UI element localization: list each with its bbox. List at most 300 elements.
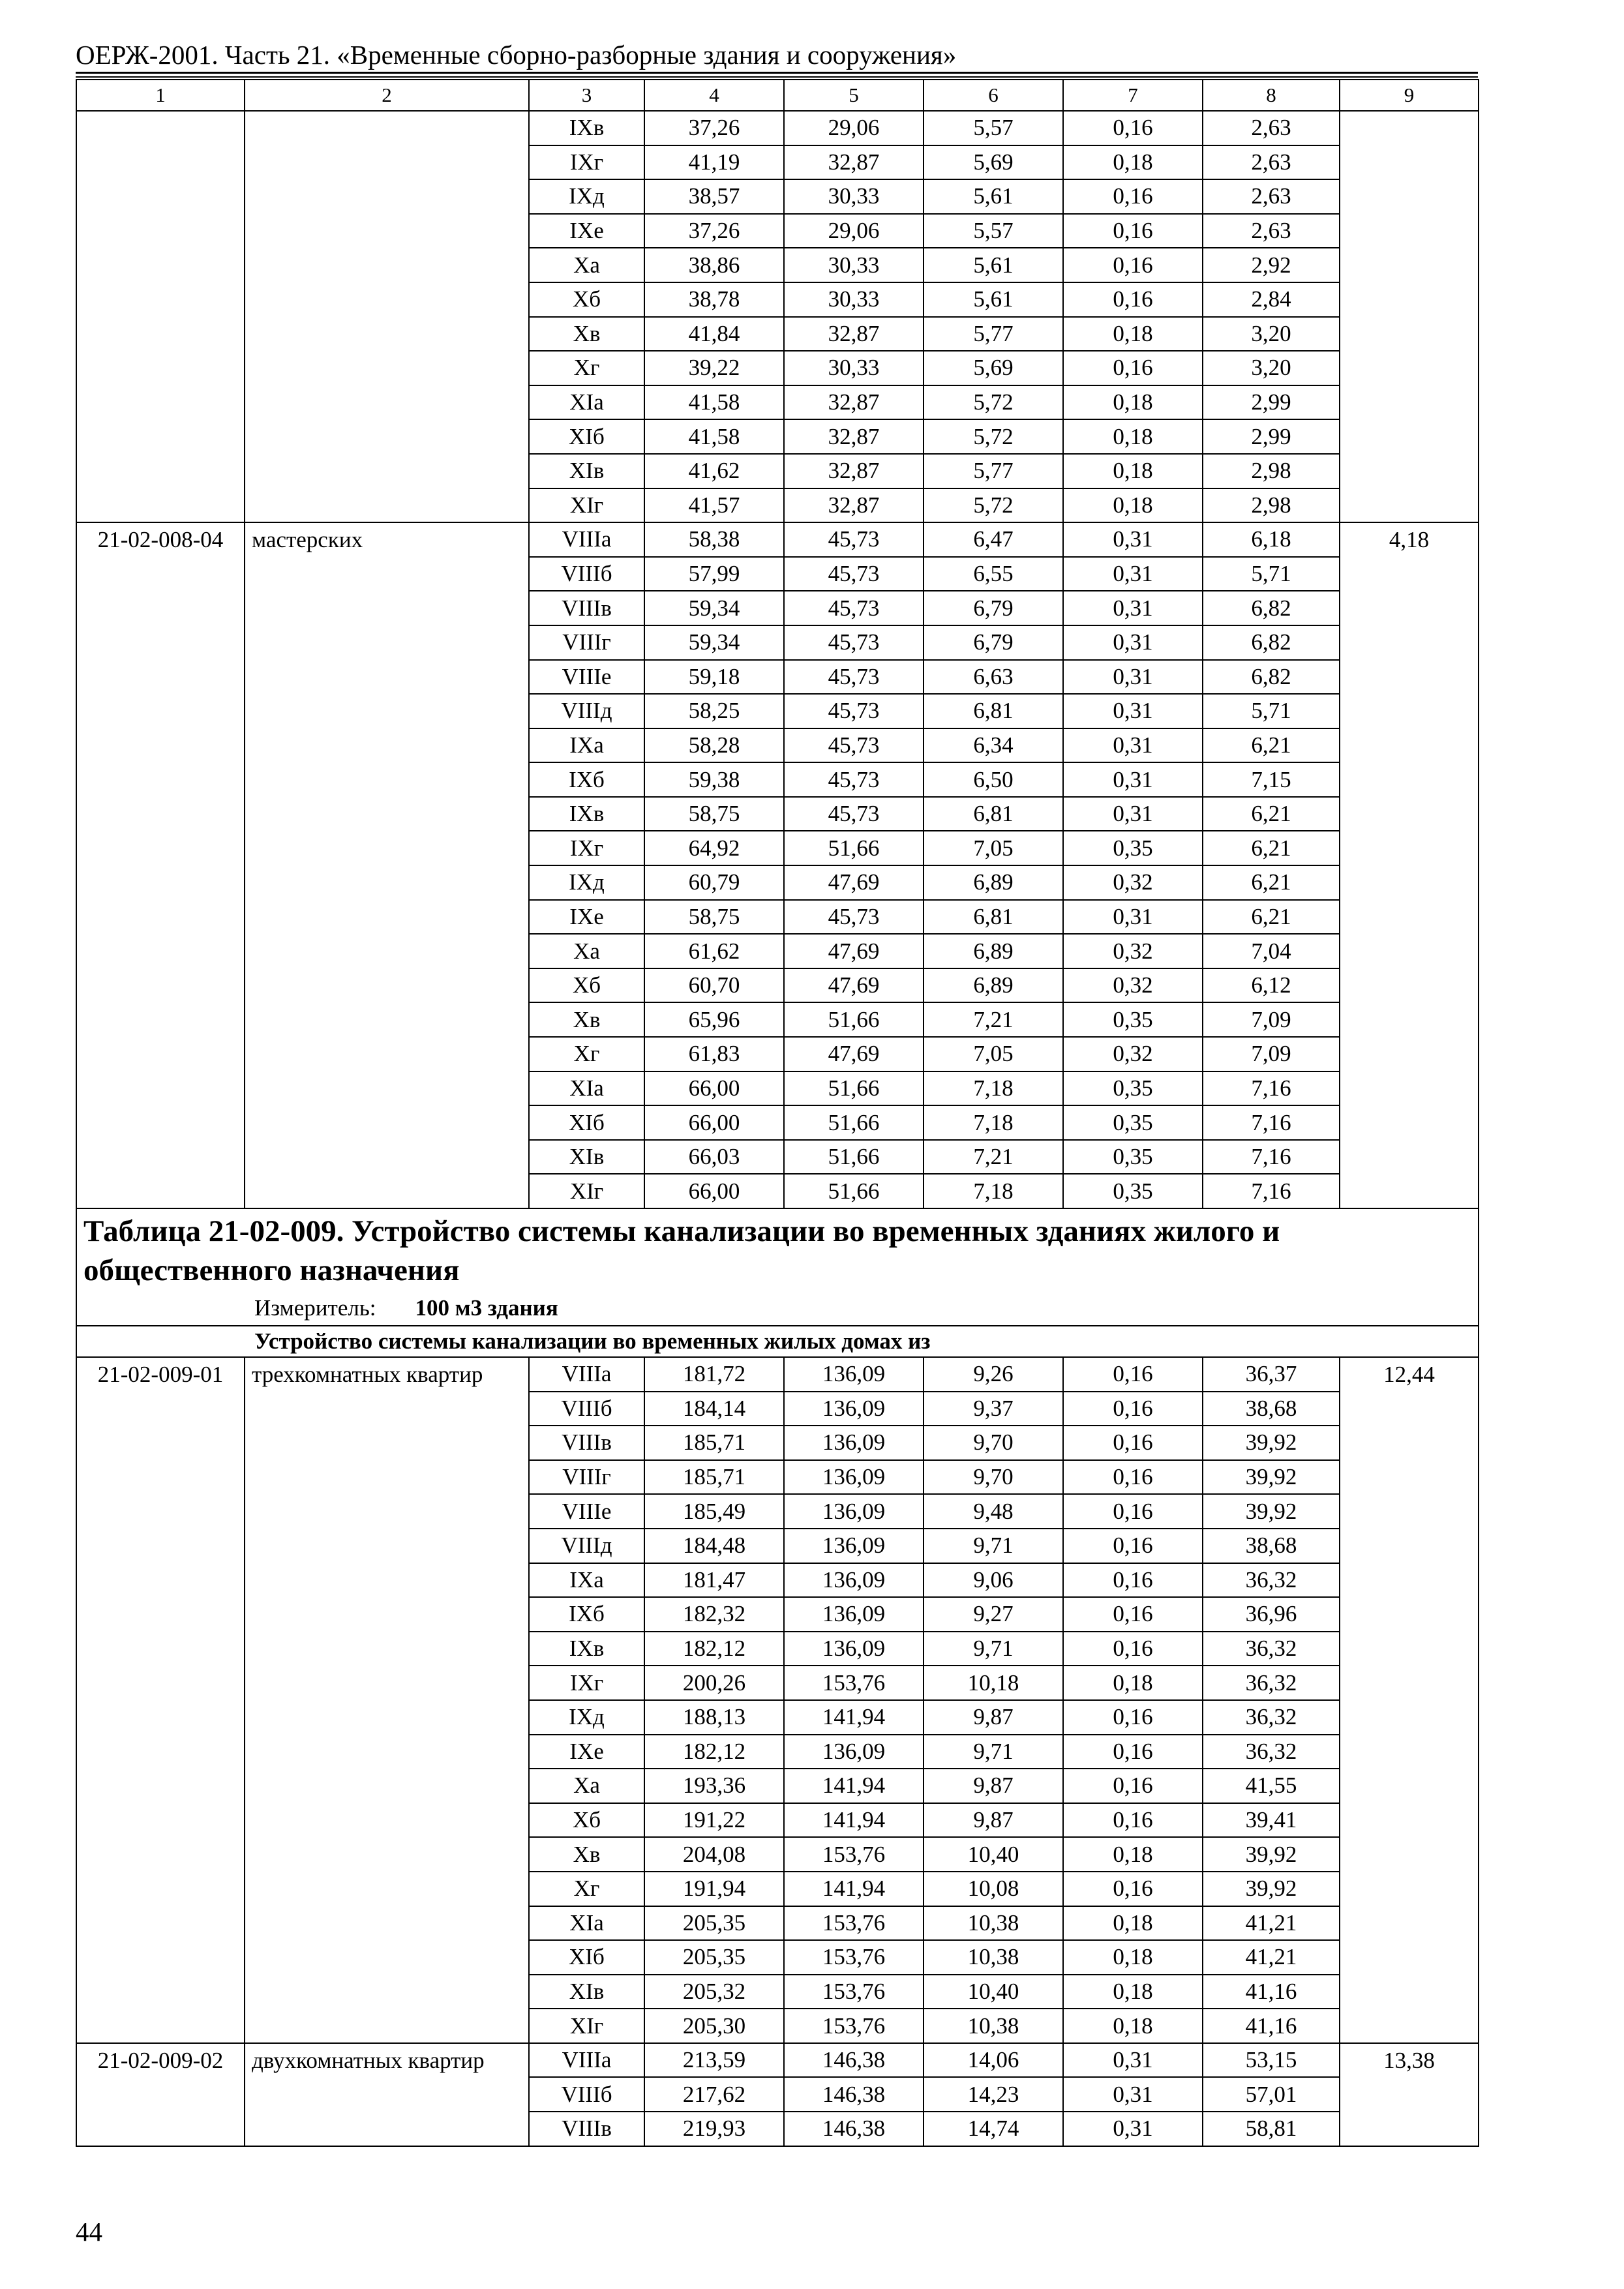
table-cell: IXг [529, 831, 644, 865]
table-cell: Xв [529, 317, 644, 352]
table-cell: 30,33 [784, 282, 924, 317]
table-cell: Xв [529, 1837, 644, 1872]
table-cell: XIг [529, 1174, 644, 1208]
table-cell: 51,66 [784, 1071, 924, 1106]
table-cell: 0,16 [1063, 1460, 1203, 1495]
table-cell: 136,09 [784, 1460, 924, 1495]
table-cell: 6,79 [924, 591, 1063, 625]
table-cell: 200,26 [644, 1666, 784, 1700]
page-header-title: ОЕРЖ-2001. Часть 21. «Временные сборно-разборные здания и сооружения» [76, 40, 957, 70]
table-cell: 32,87 [784, 454, 924, 488]
table-cell: 45,73 [784, 625, 924, 660]
table-cell: 38,57 [644, 179, 784, 214]
table-cell: 53,15 [1203, 2043, 1340, 2078]
table-cell: 0,16 [1063, 1426, 1203, 1460]
table-cell: 10,40 [924, 1837, 1063, 1872]
rate-code [76, 111, 245, 522]
table-cell: 0,31 [1063, 797, 1203, 831]
measure-value: 100 м3 здания [415, 1295, 558, 1321]
table-cell: 6,82 [1203, 660, 1340, 695]
table-cell: 37,26 [644, 111, 784, 145]
table-cell: XIб [529, 1940, 644, 1975]
table-cell: 185,71 [644, 1426, 784, 1460]
table-cell: XIв [529, 1140, 644, 1174]
table-cell: 153,76 [784, 1837, 924, 1872]
table-cell: 32,87 [784, 488, 924, 523]
table-cell: 0,32 [1063, 1037, 1203, 1071]
table-cell: 5,71 [1203, 694, 1340, 728]
table-cell: XIг [529, 2009, 644, 2043]
table-cell: XIа [529, 1906, 644, 1941]
table-cell: 5,69 [924, 351, 1063, 385]
table-cell: IXе [529, 1735, 644, 1769]
table-cell: 153,76 [784, 1940, 924, 1975]
table-cell: 45,73 [784, 660, 924, 695]
column-number: 2 [245, 80, 529, 111]
table-cell: IXг [529, 1666, 644, 1700]
table-cell: 41,55 [1203, 1769, 1340, 1803]
table-cell: 5,72 [924, 385, 1063, 420]
table-cell: 41,19 [644, 145, 784, 180]
table-cell: 6,50 [924, 762, 1063, 797]
table-cell: 59,18 [644, 660, 784, 695]
table-cell: 5,57 [924, 111, 1063, 145]
table-cell: 6,21 [1203, 900, 1340, 935]
table-cell: 0,16 [1063, 1563, 1203, 1598]
table-cell: 7,21 [924, 1140, 1063, 1174]
table-cell: 6,81 [924, 694, 1063, 728]
table-cell: 2,92 [1203, 248, 1340, 282]
table-cell: 41,57 [644, 488, 784, 523]
table-cell: 6,89 [924, 865, 1063, 900]
table-cell: 136,09 [784, 1426, 924, 1460]
table-cell: 146,38 [784, 2043, 924, 2078]
table-row [76, 1357, 1479, 1392]
section-subtitle: Устройство системы канализации во временных жилых домах из [76, 1326, 1479, 1357]
table-cell: 181,47 [644, 1563, 784, 1598]
table-cell: 10,08 [924, 1872, 1063, 1906]
table-cell: 6,82 [1203, 591, 1340, 625]
table-cell: 6,47 [924, 522, 1063, 557]
table-cell: 2,84 [1203, 282, 1340, 317]
table-cell: 59,34 [644, 591, 784, 625]
table-cell: 59,38 [644, 762, 784, 797]
table-cell: 45,73 [784, 557, 924, 591]
table-cell: IXб [529, 762, 644, 797]
table-cell: 6,81 [924, 797, 1063, 831]
table-cell: 47,69 [784, 934, 924, 968]
table-cell: VIIIа [529, 1357, 644, 1392]
table-cell: VIIIд [529, 1529, 644, 1563]
section-subtitle-row [76, 1326, 1479, 1357]
table-cell: 47,69 [784, 865, 924, 900]
header-rule [76, 72, 1478, 74]
table-cell: 136,09 [784, 1597, 924, 1632]
table-cell: VIIIв [529, 591, 644, 625]
table-cell: 0,18 [1063, 2009, 1203, 2043]
table-cell: 3,20 [1203, 317, 1340, 352]
table-cell: XIб [529, 419, 644, 454]
table-cell: 7,18 [924, 1071, 1063, 1106]
table-cell: 32,87 [784, 419, 924, 454]
table-cell: 6,21 [1203, 728, 1340, 763]
table-cell: 0,16 [1063, 214, 1203, 248]
table-cell: 0,31 [1063, 694, 1203, 728]
table-cell: 58,75 [644, 900, 784, 935]
table-cell: 36,32 [1203, 1563, 1340, 1598]
table-cell: 0,16 [1063, 1597, 1203, 1632]
table-cell: 0,18 [1063, 1940, 1203, 1975]
table-cell: VIIIа [529, 522, 644, 557]
table-cell: 0,35 [1063, 1071, 1203, 1106]
column-number: 9 [1340, 80, 1479, 111]
table-cell: 30,33 [784, 248, 924, 282]
table-cell: 39,22 [644, 351, 784, 385]
table-cell: 185,49 [644, 1494, 784, 1529]
table-cell: 7,16 [1203, 1071, 1340, 1106]
table-cell: 29,06 [784, 214, 924, 248]
table-cell: 5,57 [924, 214, 1063, 248]
rate-name: трехкомнатных квартир [245, 1357, 529, 2043]
table-cell: Xв [529, 1002, 644, 1037]
table-cell: 0,16 [1063, 1392, 1203, 1426]
table-cell: 5,72 [924, 488, 1063, 523]
table-cell: 0,35 [1063, 1174, 1203, 1208]
table-cell: 7,16 [1203, 1174, 1340, 1208]
rate-coefficient [1340, 111, 1479, 522]
table-cell: 6,21 [1203, 865, 1340, 900]
table-cell: 9,70 [924, 1460, 1063, 1495]
table-cell: 136,09 [784, 1563, 924, 1598]
table-cell: 146,38 [784, 2112, 924, 2146]
table-cell: 36,96 [1203, 1597, 1340, 1632]
table-cell: 66,00 [644, 1071, 784, 1106]
rate-coefficient: 13,38 [1340, 2043, 1479, 2146]
table-cell: 65,96 [644, 1002, 784, 1037]
table-cell: 39,92 [1203, 1872, 1340, 1906]
table-cell: 0,31 [1063, 762, 1203, 797]
table-cell: 146,38 [784, 2077, 924, 2112]
rate-name: мастерских [245, 522, 529, 1208]
table-cell: 0,31 [1063, 557, 1203, 591]
table-cell: 205,30 [644, 2009, 784, 2043]
table-cell: 30,33 [784, 351, 924, 385]
table-cell: 6,18 [1203, 522, 1340, 557]
table-cell: 6,34 [924, 728, 1063, 763]
table-cell: 0,31 [1063, 2043, 1203, 2078]
table-cell: 184,14 [644, 1392, 784, 1426]
table-cell: 45,73 [784, 522, 924, 557]
table-cell: IXе [529, 214, 644, 248]
table-cell: 61,62 [644, 934, 784, 968]
page-number: 44 [76, 2217, 102, 2247]
table-cell: 57,01 [1203, 2077, 1340, 2112]
table-cell: 9,48 [924, 1494, 1063, 1529]
table-cell: IXв [529, 111, 644, 145]
table-cell: 2,98 [1203, 488, 1340, 523]
table-cell: 32,87 [784, 317, 924, 352]
column-number: 5 [784, 80, 924, 111]
table-cell: 204,08 [644, 1837, 784, 1872]
table-cell: 182,32 [644, 1597, 784, 1632]
table-cell: 60,70 [644, 968, 784, 1003]
table-cell: 39,41 [1203, 1803, 1340, 1838]
table-cell: 5,71 [1203, 557, 1340, 591]
table-cell: IXа [529, 728, 644, 763]
table-cell: 41,16 [1203, 1975, 1340, 2009]
table-cell: 9,87 [924, 1769, 1063, 1803]
table-cell: IXе [529, 900, 644, 935]
table-row [76, 111, 1479, 145]
table-cell: 6,63 [924, 660, 1063, 695]
table-cell: 41,62 [644, 454, 784, 488]
table-cell: IXд [529, 1700, 644, 1735]
table-cell: 5,61 [924, 248, 1063, 282]
table-cell: 0,16 [1063, 351, 1203, 385]
table-cell: 136,09 [784, 1494, 924, 1529]
table-cell: Xа [529, 248, 644, 282]
table-cell: 191,22 [644, 1803, 784, 1838]
table-cell: 58,38 [644, 522, 784, 557]
table-cell: VIIIа [529, 2043, 644, 2078]
table-cell: 136,09 [784, 1357, 924, 1392]
table-cell: 41,58 [644, 385, 784, 420]
table-cell: 205,32 [644, 1975, 784, 2009]
table-cell: VIIIб [529, 1392, 644, 1426]
table-cell: 7,18 [924, 1105, 1063, 1140]
table-cell: 29,06 [784, 111, 924, 145]
table-cell: 9,71 [924, 1735, 1063, 1769]
table-cell: 6,21 [1203, 831, 1340, 865]
table-cell: 153,76 [784, 1666, 924, 1700]
table-cell: 185,71 [644, 1460, 784, 1495]
table-cell: 36,32 [1203, 1700, 1340, 1735]
table-cell: 7,05 [924, 831, 1063, 865]
table-cell: 0,16 [1063, 282, 1203, 317]
table-cell: 6,79 [924, 625, 1063, 660]
table-cell: 181,72 [644, 1357, 784, 1392]
table-cell: 0,16 [1063, 1529, 1203, 1563]
table-cell: Xг [529, 1872, 644, 1906]
table-cell: 0,35 [1063, 1002, 1203, 1037]
table-cell: 58,81 [1203, 2112, 1340, 2146]
table-cell: 57,99 [644, 557, 784, 591]
table-cell: 213,59 [644, 2043, 784, 2078]
table-cell: 51,66 [784, 831, 924, 865]
table-cell: 45,73 [784, 762, 924, 797]
table-cell: 0,16 [1063, 1803, 1203, 1838]
table-cell: 182,12 [644, 1632, 784, 1666]
table-cell: 66,00 [644, 1105, 784, 1140]
table-cell: VIIIг [529, 625, 644, 660]
table-cell: 5,72 [924, 419, 1063, 454]
table-cell: 51,66 [784, 1105, 924, 1140]
table-cell: 9,27 [924, 1597, 1063, 1632]
rate-coefficient: 12,44 [1340, 1357, 1479, 2043]
table-cell: VIIIг [529, 1460, 644, 1495]
table-cell: Xб [529, 1803, 644, 1838]
table-cell: 0,18 [1063, 1906, 1203, 1941]
table-cell: 0,16 [1063, 1632, 1203, 1666]
table-cell: 0,35 [1063, 1105, 1203, 1140]
table-cell: 2,63 [1203, 214, 1340, 248]
table-cell: VIIIв [529, 2112, 644, 2146]
table-cell: 38,78 [644, 282, 784, 317]
column-number: 8 [1203, 80, 1340, 111]
table-cell: 182,12 [644, 1735, 784, 1769]
table-row [76, 2043, 1479, 2078]
table-cell: 9,87 [924, 1700, 1063, 1735]
table-cell: 0,16 [1063, 179, 1203, 214]
table-cell: 36,32 [1203, 1666, 1340, 1700]
table-cell: IXв [529, 797, 644, 831]
table-cell: 9,37 [924, 1392, 1063, 1426]
table-cell: 0,35 [1063, 1140, 1203, 1174]
table-cell: 0,18 [1063, 385, 1203, 420]
table-cell: 5,61 [924, 179, 1063, 214]
table-cell: 5,77 [924, 317, 1063, 352]
column-number: 7 [1063, 80, 1203, 111]
table-cell: Xб [529, 968, 644, 1003]
table-cell: 0,32 [1063, 865, 1203, 900]
table-cell: 2,99 [1203, 419, 1340, 454]
table-cell: 59,34 [644, 625, 784, 660]
table-cell: 6,12 [1203, 968, 1340, 1003]
table-cell: 58,28 [644, 728, 784, 763]
table-cell: XIа [529, 385, 644, 420]
column-number: 4 [644, 80, 784, 111]
table-cell: 0,16 [1063, 1494, 1203, 1529]
table-cell: 6,89 [924, 934, 1063, 968]
table-cell: 41,84 [644, 317, 784, 352]
rate-coefficient: 4,18 [1340, 522, 1479, 1208]
table-cell: 9,06 [924, 1563, 1063, 1598]
table-cell: 0,18 [1063, 454, 1203, 488]
table-cell: VIIIд [529, 694, 644, 728]
table-cell: 0,31 [1063, 625, 1203, 660]
table-cell: 38,68 [1203, 1392, 1340, 1426]
table-cell: 153,76 [784, 1906, 924, 1941]
table-cell: 45,73 [784, 728, 924, 763]
table-cell: VIIIв [529, 1426, 644, 1460]
table-cell: 10,18 [924, 1666, 1063, 1700]
table-cell: 5,77 [924, 454, 1063, 488]
table-cell: 193,36 [644, 1769, 784, 1803]
table-cell: 0,16 [1063, 111, 1203, 145]
table-cell: 136,09 [784, 1632, 924, 1666]
table-cell: VIIIе [529, 660, 644, 695]
table-cell: 7,16 [1203, 1105, 1340, 1140]
table-cell: 141,94 [784, 1872, 924, 1906]
table-cell: 51,66 [784, 1140, 924, 1174]
table-cell: 153,76 [784, 1975, 924, 2009]
table-cell: 141,94 [784, 1803, 924, 1838]
table-cell: 191,94 [644, 1872, 784, 1906]
table-cell: 61,83 [644, 1037, 784, 1071]
table-cell: XIб [529, 1105, 644, 1140]
table-cell: 0,35 [1063, 831, 1203, 865]
table-cell: 6,89 [924, 968, 1063, 1003]
table-cell: 188,13 [644, 1700, 784, 1735]
table-cell: 66,00 [644, 1174, 784, 1208]
table-cell: 0,31 [1063, 591, 1203, 625]
table-cell: 14,74 [924, 2112, 1063, 2146]
measure-label: Измеритель: [254, 1295, 376, 1321]
table-cell: 0,16 [1063, 1700, 1203, 1735]
measure-line [83, 1295, 1471, 1321]
table-cell: 219,93 [644, 2112, 784, 2146]
table-cell: 7,18 [924, 1174, 1063, 1208]
table-cell: 7,04 [1203, 934, 1340, 968]
table-cell: 0,31 [1063, 2112, 1203, 2146]
rates-table [76, 79, 1479, 2147]
table-cell: 0,32 [1063, 968, 1203, 1003]
table-cell: 38,68 [1203, 1529, 1340, 1563]
table-cell: 37,26 [644, 214, 784, 248]
table-cell: 41,21 [1203, 1906, 1340, 1941]
table-cell: 58,25 [644, 694, 784, 728]
table-cell: 141,94 [784, 1700, 924, 1735]
table-cell: 41,21 [1203, 1940, 1340, 1975]
table-cell: 2,63 [1203, 111, 1340, 145]
table-cell: 58,75 [644, 797, 784, 831]
section-header [76, 1208, 1479, 1326]
table-cell: 2,63 [1203, 145, 1340, 180]
table-cell: 36,32 [1203, 1632, 1340, 1666]
table-cell: 2,99 [1203, 385, 1340, 420]
table-cell: 64,92 [644, 831, 784, 865]
table-cell: 7,21 [924, 1002, 1063, 1037]
table-cell: 7,16 [1203, 1140, 1340, 1174]
table-cell: 41,58 [644, 419, 784, 454]
table-cell: 47,69 [784, 1037, 924, 1071]
table-cell: 136,09 [784, 1735, 924, 1769]
column-number: 3 [529, 80, 644, 111]
table-cell: 14,23 [924, 2077, 1063, 2112]
table-cell: 66,03 [644, 1140, 784, 1174]
table-cell: 205,35 [644, 1906, 784, 1941]
table-cell: 9,26 [924, 1357, 1063, 1392]
table-cell: 6,21 [1203, 797, 1340, 831]
table-cell: 45,73 [784, 900, 924, 935]
table-cell: 2,98 [1203, 454, 1340, 488]
header-rule-thin [76, 76, 1478, 78]
table-cell: 2,63 [1203, 179, 1340, 214]
table-cell: VIIIб [529, 2077, 644, 2112]
table-cell: 39,92 [1203, 1837, 1340, 1872]
table-cell: 0,32 [1063, 934, 1203, 968]
table-cell: 51,66 [784, 1174, 924, 1208]
table-cell: IXб [529, 1597, 644, 1632]
table-cell: IXв [529, 1632, 644, 1666]
table-cell: 7,05 [924, 1037, 1063, 1071]
table-cell: XIв [529, 1975, 644, 2009]
table-cell: 10,38 [924, 1906, 1063, 1941]
table-cell: 6,81 [924, 900, 1063, 935]
table-cell: Xг [529, 1037, 644, 1071]
table-cell: 184,48 [644, 1529, 784, 1563]
table-cell: XIв [529, 454, 644, 488]
rate-name: двухкомнатных квартир [245, 2043, 529, 2146]
table-cell: 0,18 [1063, 1975, 1203, 2009]
table-cell: 9,87 [924, 1803, 1063, 1838]
column-number-row [76, 80, 1479, 111]
table-cell: Xб [529, 282, 644, 317]
table-cell: VIIIе [529, 1494, 644, 1529]
table-cell: 45,73 [784, 694, 924, 728]
column-number: 1 [76, 80, 245, 111]
table-cell: 60,79 [644, 865, 784, 900]
